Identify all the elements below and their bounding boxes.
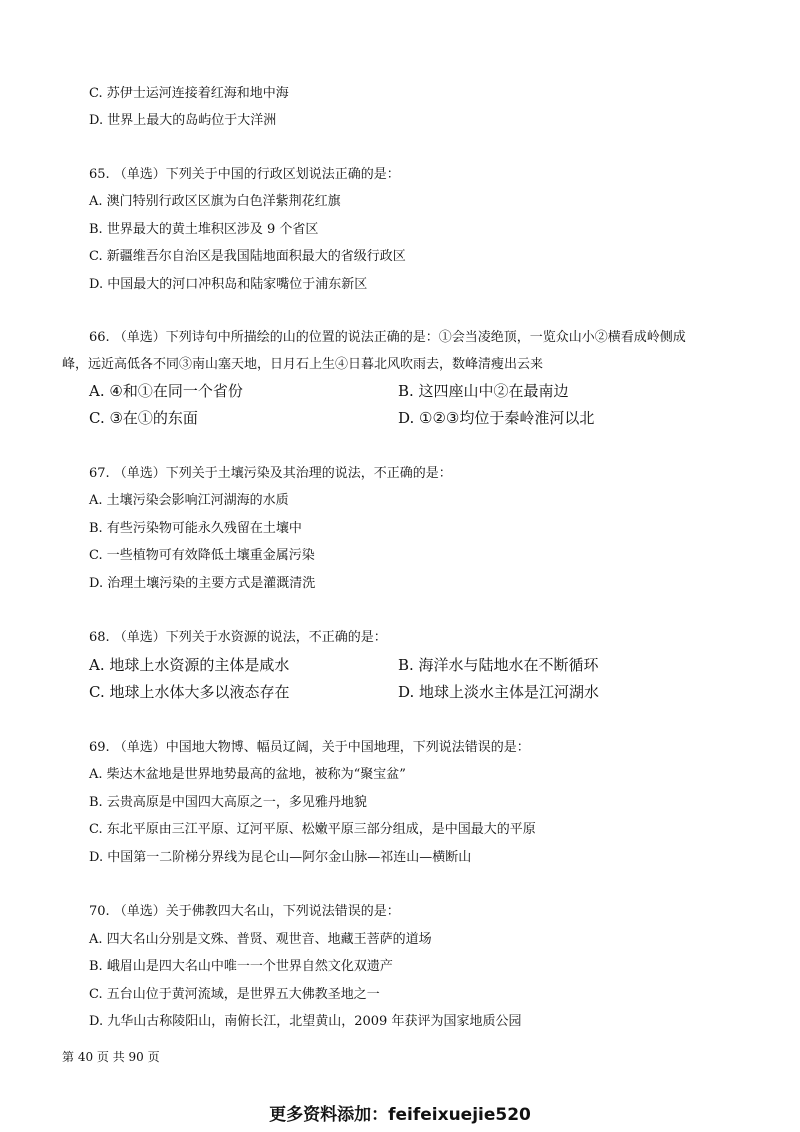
option-d: D. 地球上淡水主体是江河湖水 <box>398 683 600 701</box>
option-d: D. ①②③均位于秦岭淮河以北 <box>398 409 595 427</box>
option-b: B. 这四座山中②在最南边 <box>398 382 569 400</box>
watermark-text: 更多资料添加：feifeixuejie520 <box>269 1105 531 1125</box>
option-c: C. 地球上水体大多以液态存在 <box>89 683 290 701</box>
question-stem: 68. （单选）下列关于水资源的说法，不正确的是： <box>89 630 387 645</box>
option-a: A. 地球上水资源的主体是咸水 <box>89 656 290 674</box>
question-stem-line-1: 66. （单选）下列诗句中所描绘的山的位置的说法正确的是：①会当凌绝顶，一览众山小②横看成岭侧成 <box>89 330 686 345</box>
page-number: 第 40 页 共 90 页 <box>62 1050 160 1064</box>
option-d: D. 九华山古称陵阳山，南俯长江，北望黄山，2009 年获评为国家地质公园 <box>89 1014 522 1029</box>
option-a: A. 土壤污染会影响江河湖海的水质 <box>89 493 289 508</box>
prev-option-d: D. 世界上最大的岛屿位于大洋洲 <box>89 113 277 128</box>
option-b: B. 海洋水与陆地水在不断循环 <box>398 656 599 674</box>
option-b: B. 峨眉山是四大名山中唯一一个世界自然文化双遗产 <box>89 959 393 974</box>
option-c: C. 五台山位于黄河流域，是世界五大佛教圣地之一 <box>89 987 380 1002</box>
prev-option-c: C. 苏伊士运河连接着红海和地中海 <box>89 86 289 101</box>
option-d: D. 治理土壤污染的主要方式是灌溉清洗 <box>89 576 316 591</box>
option-c: C. 一些植物可有效降低土壤重金属污染 <box>89 548 315 563</box>
option-c: C. 新疆维吾尔自治区是我国陆地面积最大的省级行政区 <box>89 249 406 264</box>
option-a: A. ④和①在同一个省份 <box>89 382 243 400</box>
question-stem: 70. （单选）关于佛教四大名山，下列说法错误的是： <box>89 904 400 919</box>
option-d: D. 中国最大的河口冲积岛和陆家嘴位于浦东新区 <box>89 277 368 292</box>
option-a: A. 柴达木盆地是世界地势最高的盆地，被称为“聚宝盆” <box>89 767 406 782</box>
question-stem: 67. （单选）下列关于土壤污染及其治理的说法，不正确的是： <box>89 466 452 481</box>
question-stem: 69. （单选）中国地大物博、幅员辽阔，关于中国地理，下列说法错误的是： <box>89 740 530 755</box>
option-d: D. 中国第一二阶梯分界线为昆仑山—阿尔金山脉—祁连山—横断山 <box>89 850 472 865</box>
option-c: C. ③在①的东面 <box>89 409 198 427</box>
question-stem: 65. （单选）下列关于中国的行政区划说法正确的是： <box>89 167 400 182</box>
question-stem-line-2: 峰，远近高低各不同③南山塞天地，日月石上生④日暮北风吹雨去，数峰清瘦出云来 <box>62 357 544 372</box>
option-a: A. 澳门特别行政区区旗为白色洋紫荆花红旗 <box>89 194 341 209</box>
option-b: B. 云贵高原是中国四大高原之一，多见雅丹地貌 <box>89 795 367 810</box>
option-b: B. 有些污染物可能永久残留在土壤中 <box>89 521 302 536</box>
option-b: B. 世界最大的黄土堆积区涉及 9 个省区 <box>89 222 319 237</box>
option-c: C. 东北平原由三江平原、辽河平原、松嫩平原三部分组成，是中国最大的平原 <box>89 822 536 837</box>
option-a: A. 四大名山分别是文殊、普贤、观世音、地藏王菩萨的道场 <box>89 932 432 947</box>
